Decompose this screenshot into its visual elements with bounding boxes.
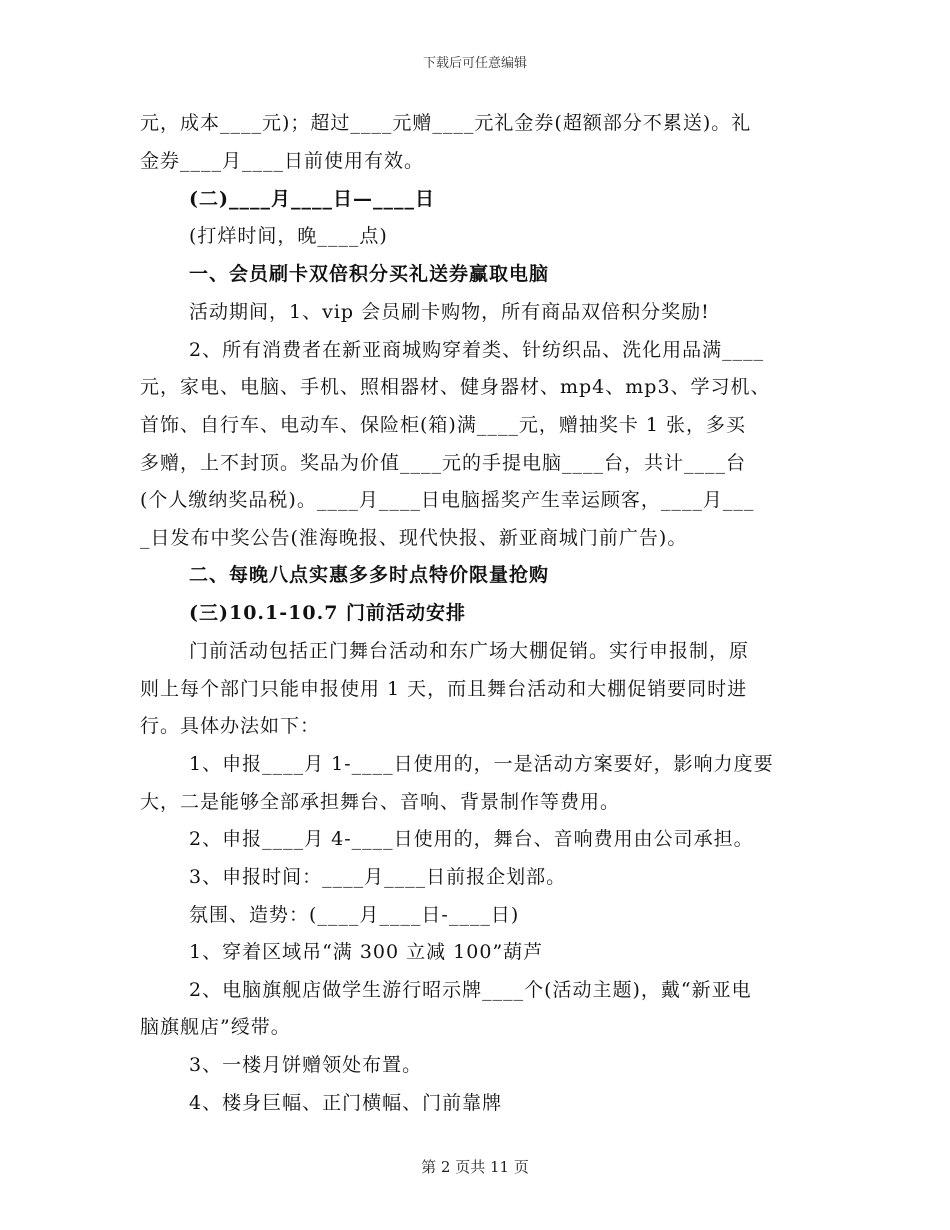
section-heading: 一、会员刷卡双倍积分买礼送券赢取电脑 — [189, 263, 550, 285]
paragraph-line: 3、一楼月饼赠领处布置。 — [189, 1054, 423, 1076]
paragraph-line: 2、电脑旗舰店做学生游行昭示牌____个(活动主题)，戴“新亚电 — [189, 979, 752, 1001]
page-footer: 第 2 页共 11 页 — [421, 1158, 529, 1176]
paragraph-line: 4、楼身巨幅、正门横幅、门前靠牌 — [189, 1092, 503, 1114]
section-heading: 二、每晚八点实惠多多时点特价限量抢购 — [189, 564, 550, 586]
paragraph-line: 金券____月____日前使用有效。 — [140, 150, 425, 172]
paragraph-line: 多赠，上不封顶。奖品为价值____元的手提电脑____台，共计____台 — [140, 452, 747, 474]
paragraph-line: 活动期间，1、vip 会员刷卡购物，所有商品双倍积分奖励! — [189, 301, 710, 323]
paragraph-line: 脑旗舰店”绶带。 — [140, 1016, 291, 1038]
paragraph-line: 3、申报时间：____月____日前报企划部。 — [189, 866, 567, 888]
paragraph-line: (个人缴纳奖品税)。____月____日电脑摇奖产生幸运顾客，____月___ — [140, 489, 755, 511]
paragraph-line: 2、申报____月 4-____日使用的，舞台、音响费用由公司承担。 — [189, 828, 754, 850]
paragraph-line: 元，成本____元)；超过____元赠____元礼金券(超额部分不累送)。礼 — [140, 112, 752, 134]
paragraph-line: 首饰、自行车、电动车、保险柜(箱)满____元，赠抽奖卡 1 张，多买 — [140, 414, 746, 436]
paragraph-line: 元，家电、电脑、手机、照相器材、健身器材、mp4、mp3、学习机、 — [140, 376, 771, 398]
paragraph-line: 门前活动包括正门舞台活动和东广场大棚促销。实行申报制，原 — [189, 640, 750, 662]
paragraph-line: 大，二是能够全部承担舞台、音响、背景制作等费用。 — [140, 791, 621, 813]
section-heading: (三)10.1-10.7 门前活动安排 — [189, 602, 467, 624]
paragraph-line: 则上每个部门只能申报使用 1 天，而且舞台活动和大棚促销要同时进 — [140, 678, 748, 700]
paragraph-line: 行。具体办法如下： — [140, 715, 321, 737]
paragraph-line: 1、申报____月 1-____日使用的，一是活动方案要好，影响力度要 — [189, 753, 774, 775]
section-heading: (二)____月____日—____日 — [189, 188, 435, 210]
paragraph-line: 1、穿着区域吊“满 300 立减 100”葫芦 — [189, 941, 544, 963]
paragraph-line: _日发布中奖公告(淮海晚报、现代快报、新亚商城门前广告)。 — [140, 527, 688, 549]
page-header: 下载后可任意编辑 — [422, 56, 527, 71]
paragraph-line: (打烊时间，晚____点) — [189, 225, 388, 247]
paragraph-line: 2、所有消费者在新亚商城购穿着类、针纺织品、洗化用品满____ — [189, 339, 765, 361]
paragraph-line: 氛围、造势：(____月____日-____日) — [189, 904, 520, 926]
